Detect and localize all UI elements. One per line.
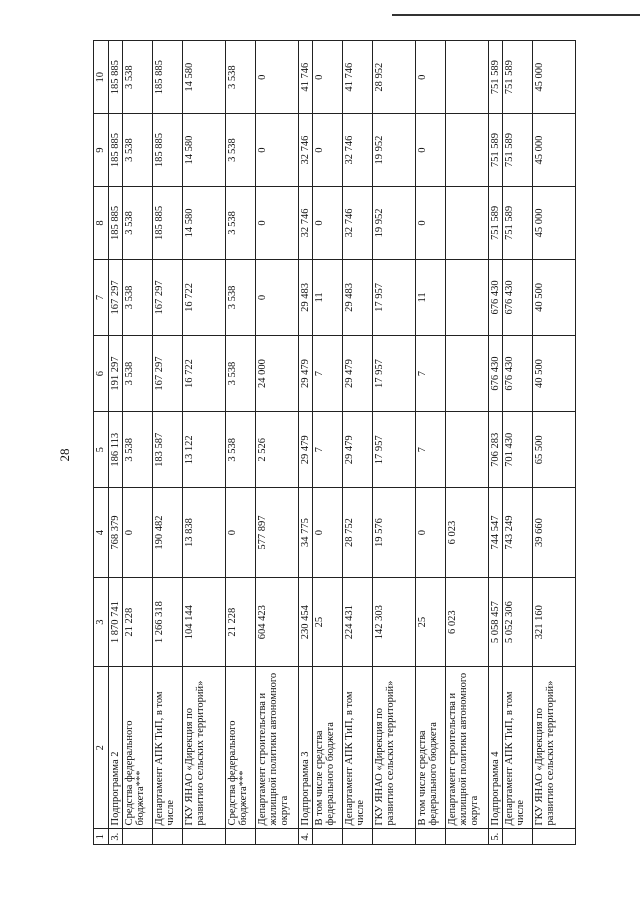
value-cell: 32 746: [343, 186, 373, 259]
row-number: 3.: [109, 829, 123, 845]
row-number: [533, 829, 576, 845]
table-row: [343, 41, 373, 845]
row-number: [226, 829, 256, 845]
value-cell: [446, 335, 489, 412]
value-cell: 3 538: [226, 260, 256, 336]
value-cell: 185 885: [153, 186, 183, 259]
page-number: 28: [57, 448, 72, 462]
value-cell: 676 430: [503, 335, 533, 412]
value-cell: 40 500: [533, 260, 576, 336]
value-cell: 29 479: [343, 335, 373, 412]
value-cell: 6 023: [446, 488, 489, 578]
table-row: [299, 41, 313, 845]
value-cell: 676 430: [489, 335, 503, 412]
value-cell: 0: [313, 114, 343, 186]
table-row: [183, 41, 226, 845]
value-cell: 191 297: [109, 335, 123, 412]
table-row: [313, 41, 343, 845]
column-header: 8: [94, 186, 109, 259]
value-cell: 19 576: [373, 488, 416, 578]
value-cell: 39 660: [533, 488, 576, 578]
table-row: [153, 41, 183, 845]
value-cell: 3 538: [226, 335, 256, 412]
value-cell: 29 483: [299, 260, 313, 336]
value-cell: 0: [313, 186, 343, 259]
value-cell: 751 589: [503, 41, 533, 114]
value-cell: [446, 186, 489, 259]
value-cell: 14 580: [183, 186, 226, 259]
value-cell: 7: [313, 335, 343, 412]
column-header: 7: [94, 260, 109, 336]
table-row: [109, 41, 123, 845]
row-number: 5.: [489, 829, 503, 845]
value-cell: 28 752: [343, 488, 373, 578]
value-cell: 167 297: [153, 335, 183, 412]
table-row: [446, 41, 489, 845]
value-cell: 7: [416, 335, 446, 412]
value-cell: 0: [416, 41, 446, 114]
row-number: [123, 829, 153, 845]
value-cell: 0: [256, 260, 299, 336]
value-cell: 676 430: [489, 260, 503, 336]
value-cell: [446, 412, 489, 488]
value-cell: 45 000: [533, 114, 576, 186]
column-header: 9: [94, 114, 109, 186]
value-cell: 744 547: [489, 488, 503, 578]
table-row: [123, 41, 153, 845]
value-cell: 0: [416, 186, 446, 259]
value-cell: 7: [313, 412, 343, 488]
value-cell: 16 722: [183, 260, 226, 336]
value-cell: 751 589: [489, 114, 503, 186]
value-cell: 185 885: [109, 114, 123, 186]
value-cell: 186 113: [109, 412, 123, 488]
row-number: [416, 829, 446, 845]
value-cell: 32 746: [343, 114, 373, 186]
column-header: 2: [94, 667, 109, 829]
table-row: [489, 41, 503, 845]
value-cell: 321 160: [533, 578, 576, 667]
value-cell: 0: [123, 488, 153, 578]
row-number: 4.: [299, 829, 313, 845]
value-cell: 21 228: [226, 578, 256, 667]
value-cell: 41 746: [299, 41, 313, 114]
value-cell: 3 538: [123, 260, 153, 336]
value-cell: 25: [313, 578, 343, 667]
value-cell: 751 589: [503, 114, 533, 186]
value-cell: 1 266 318: [153, 578, 183, 667]
row-number: [256, 829, 299, 845]
column-header: 10: [94, 41, 109, 114]
value-cell: 701 430: [503, 412, 533, 488]
value-cell: 24 000: [256, 335, 299, 412]
value-cell: 3 538: [123, 186, 153, 259]
value-cell: 19 952: [373, 114, 416, 186]
value-cell: 706 283: [489, 412, 503, 488]
column-header: 4: [94, 488, 109, 578]
value-cell: 0: [226, 488, 256, 578]
value-cell: 11: [313, 260, 343, 336]
value-cell: 3 538: [123, 412, 153, 488]
value-cell: 7: [416, 412, 446, 488]
value-cell: 17 957: [373, 260, 416, 336]
value-cell: 604 423: [256, 578, 299, 667]
value-cell: 16 722: [183, 335, 226, 412]
value-cell: 751 589: [489, 186, 503, 259]
value-cell: 65 500: [533, 412, 576, 488]
value-cell: 0: [416, 114, 446, 186]
row-number: [153, 829, 183, 845]
value-cell: 14 580: [183, 41, 226, 114]
value-cell: 29 479: [299, 412, 313, 488]
value-cell: 577 897: [256, 488, 299, 578]
value-cell: 1 870 741: [109, 578, 123, 667]
row-name: ГКУ ЯНАО «Дирекция по развитию сельских территорий»: [373, 667, 416, 829]
value-cell: 32 746: [299, 114, 313, 186]
row-number: [446, 829, 489, 845]
row-name: В том числе средства федерального бюджета: [313, 667, 343, 829]
value-cell: 0: [416, 488, 446, 578]
row-name: Подпрограмма 4: [489, 667, 503, 829]
value-cell: 0: [256, 186, 299, 259]
value-cell: 25: [416, 578, 446, 667]
table-row: [226, 41, 256, 845]
value-cell: 41 746: [343, 41, 373, 114]
value-cell: 3 538: [123, 335, 153, 412]
value-cell: 676 430: [503, 260, 533, 336]
value-cell: 34 775: [299, 488, 313, 578]
value-cell: 28 952: [373, 41, 416, 114]
column-header: 3: [94, 578, 109, 667]
value-cell: 29 479: [299, 335, 313, 412]
row-number: [183, 829, 226, 845]
row-name: Подпрограмма 3: [299, 667, 313, 829]
row-name: Средства федерального бюджета***: [226, 667, 256, 829]
value-cell: 17 957: [373, 335, 416, 412]
row-name: Департамент АПК ТиП, в том числе: [153, 667, 183, 829]
table-row: [416, 41, 446, 845]
value-cell: 5 052 306: [503, 578, 533, 667]
table-row: [533, 41, 576, 845]
value-cell: 768 379: [109, 488, 123, 578]
value-cell: 185 885: [109, 186, 123, 259]
value-cell: 0: [313, 488, 343, 578]
value-cell: 40 500: [533, 335, 576, 412]
table-row: [256, 41, 299, 845]
value-cell: 3 538: [226, 186, 256, 259]
value-cell: 3 538: [123, 114, 153, 186]
value-cell: [446, 41, 489, 114]
column-header: 1: [94, 829, 109, 845]
value-cell: 104 144: [183, 578, 226, 667]
row-name: Департамент строительства и жилищной политики автономного округа: [446, 667, 489, 829]
value-cell: [446, 260, 489, 336]
row-number: [373, 829, 416, 845]
value-cell: 743 249: [503, 488, 533, 578]
value-cell: 6 023: [446, 578, 489, 667]
value-cell: 224 431: [343, 578, 373, 667]
row-name: Департамент АПК ТиП, в том числе: [343, 667, 373, 829]
value-cell: 185 885: [109, 41, 123, 114]
table-row: [503, 41, 533, 845]
column-header: 6: [94, 335, 109, 412]
column-header: 5: [94, 412, 109, 488]
row-name: В том числе средства федерального бюджета: [416, 667, 446, 829]
value-cell: 751 589: [489, 41, 503, 114]
value-cell: 5 058 457: [489, 578, 503, 667]
value-cell: 29 483: [343, 260, 373, 336]
value-cell: 0: [313, 41, 343, 114]
value-cell: 13 838: [183, 488, 226, 578]
value-cell: 32 746: [299, 186, 313, 259]
row-name: Департамент строительства и жилищной политики автономного округа: [256, 667, 299, 829]
value-cell: 21 228: [123, 578, 153, 667]
value-cell: 3 538: [226, 412, 256, 488]
value-cell: 142 303: [373, 578, 416, 667]
value-cell: 19 952: [373, 186, 416, 259]
value-cell: 3 538: [226, 41, 256, 114]
row-name: Средства федерального бюджета***: [123, 667, 153, 829]
rotated-table-frame: [93, 40, 556, 845]
value-cell: 45 000: [533, 41, 576, 114]
value-cell: 3 538: [123, 41, 153, 114]
value-cell: 185 885: [153, 41, 183, 114]
row-name: Департамент АПК ТиП, в том числе: [503, 667, 533, 829]
value-cell: 751 589: [503, 186, 533, 259]
row-name: ГКУ ЯНАО «Дирекция по развитию сельских территорий»: [183, 667, 226, 829]
value-cell: 3 538: [226, 114, 256, 186]
value-cell: [446, 114, 489, 186]
row-number: [313, 829, 343, 845]
value-cell: 14 580: [183, 114, 226, 186]
value-cell: 167 297: [153, 260, 183, 336]
value-cell: 17 957: [373, 412, 416, 488]
value-cell: 190 482: [153, 488, 183, 578]
value-cell: 0: [256, 41, 299, 114]
table-row: [373, 41, 416, 845]
value-cell: 13 122: [183, 412, 226, 488]
row-number: [343, 829, 373, 845]
value-cell: 230 454: [299, 578, 313, 667]
value-cell: 2 526: [256, 412, 299, 488]
row-name: ГКУ ЯНАО «Дирекция по развитию сельских территорий»: [533, 667, 576, 829]
value-cell: 185 885: [153, 114, 183, 186]
header-row: [94, 41, 109, 845]
value-cell: 45 000: [533, 186, 576, 259]
value-cell: 167 297: [109, 260, 123, 336]
value-cell: 0: [256, 114, 299, 186]
row-number: [503, 829, 533, 845]
value-cell: 183 587: [153, 412, 183, 488]
value-cell: 11: [416, 260, 446, 336]
budget-table: [93, 40, 576, 845]
row-name: Подпрограмма 2: [109, 667, 123, 829]
value-cell: 29 479: [343, 412, 373, 488]
top-rule: [392, 14, 640, 16]
